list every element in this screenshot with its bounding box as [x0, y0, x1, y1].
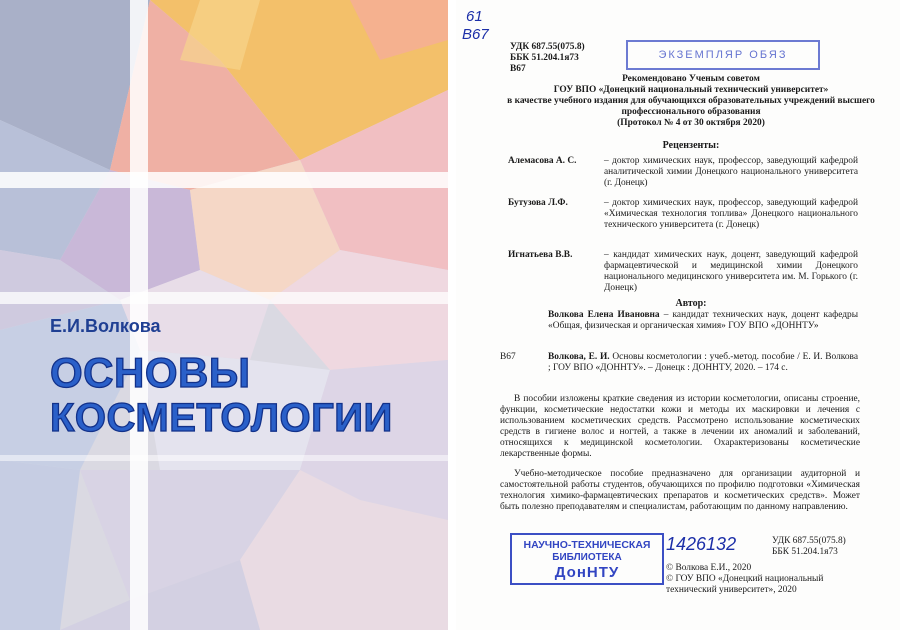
cover-title-line1: ОСНОВЫ — [50, 349, 251, 396]
reviewer-text: – доктор химических наук, профессор, заведующий кафедрой аналитической химии Донецкого национального университета (г. Донецк) — [604, 156, 858, 188]
library-stamp-line2: БИБЛИОТЕКА — [552, 552, 622, 563]
reviewers-heading: Рецензенты: — [662, 140, 720, 151]
library-stamp-line1: НАУЧНО-ТЕХНИЧЕСКАЯ — [523, 539, 651, 551]
author-name: Волкова Елена Ивановна — [548, 310, 660, 320]
copyright-author: © Волкова Е.И., 2020 — [666, 563, 752, 573]
author-heading: Автор: — [675, 298, 707, 309]
reviewer-text: – кандидат химических наук, доцент, заведующий кафедрой фармацевтической и медицинской химии Донецкого национального медицинского университета им. М. Горького (г. Донецк) — [604, 250, 858, 293]
biblio-author: Волкова, Е. И. — [548, 352, 610, 362]
copyright-university: © ГОУ ВПО «Донецкий национальный технический университет», 2020 — [666, 574, 824, 595]
cover-author: Е.И.Волкова — [50, 316, 161, 336]
bbk-bottom: ББК 51.204.1я73 — [772, 547, 838, 557]
handwritten-code1: 61 — [466, 8, 483, 25]
biblio-code: В67 — [500, 352, 516, 362]
biblio-text: Основы косметологии : учеб.-метод. пособие / Е. И. Волкова ; ГОУ ВПО «ДОННТУ». – Донецк : ДОННТУ, 2020. – 174 с. — [548, 352, 858, 373]
udk-bottom: УДК 687.55(075.8) — [772, 536, 846, 546]
recommended-protocol: (Протокол № 4 от 30 октября 2020) — [617, 118, 765, 128]
reviewer-name: Игнатьева В.В. — [508, 250, 573, 260]
abstract-paragraph1: В пособии изложены краткие сведения из истории косметологии, описаны строение, функции, косметические недостатки кожи и методы их маскировки и лечения с использованием косметических средств. Рассмотрено использование косметических средств в гигиене волос и ногтей, а также в лечении их аномалий и заболеваний, относящихся к медицинской косметологии. Охарактеризованы косметические лекарственные формы. — [500, 394, 860, 459]
recommended-org: ГОУ ВПО «Донецкий национальный технический университет» — [553, 85, 829, 95]
reviewer-text: – доктор химических наук, профессор, заведующий кафедрой «Химическая технология топлива» Донецкого национального технического университета (г. Донецк) — [604, 198, 858, 230]
cover-title-line2: КОСМЕТОЛОГИИ — [50, 396, 393, 440]
library-stamp-line3: ДонНТУ — [554, 564, 620, 581]
abstract-paragraph2: Учебно-методическое пособие предназначено для организации аудиторной и самостоятельной работы студентов, обучающихся по профилю подготовки «Химическая технология химико-фармацевтических препаратов и косметических средств». Может быть полезно преподавателям и специалистам, работающим по данному направлению. — [500, 469, 860, 512]
handwritten-code2: В67 — [462, 26, 489, 43]
recommended-purpose: в качестве учебного издания для обучающихся образовательных учреждений высшего профессионального образования — [507, 96, 875, 117]
reviewer-name: Бутузова Л.Ф. — [508, 198, 568, 208]
author-text: – кандидат технических наук, доцент кафедры «Общая, физическая и органическая химия» ГОУ ВПО «ДОННТУ» — [548, 310, 859, 331]
handwritten-inventory-number: 1426132 — [666, 534, 737, 554]
book-cover — [0, 0, 448, 630]
reviewer-name: Алемасова А. С. — [508, 156, 577, 166]
udk-top: УДК 687.55(075.8) — [510, 42, 585, 52]
cover-geometric-background — [0, 0, 448, 630]
code-top: В67 — [510, 64, 526, 74]
library-stamp — [510, 533, 664, 585]
author-info — [548, 310, 858, 332]
biblio-record — [548, 352, 858, 374]
recommended-heading: Рекомендовано Ученым советом — [622, 74, 760, 84]
copy-stamp: ЭКЗЕМПЛЯР ОБЯЗ — [626, 40, 820, 70]
bbk-top: ББК 51.204.1я73 — [510, 53, 579, 63]
title-verso-page — [456, 0, 900, 630]
